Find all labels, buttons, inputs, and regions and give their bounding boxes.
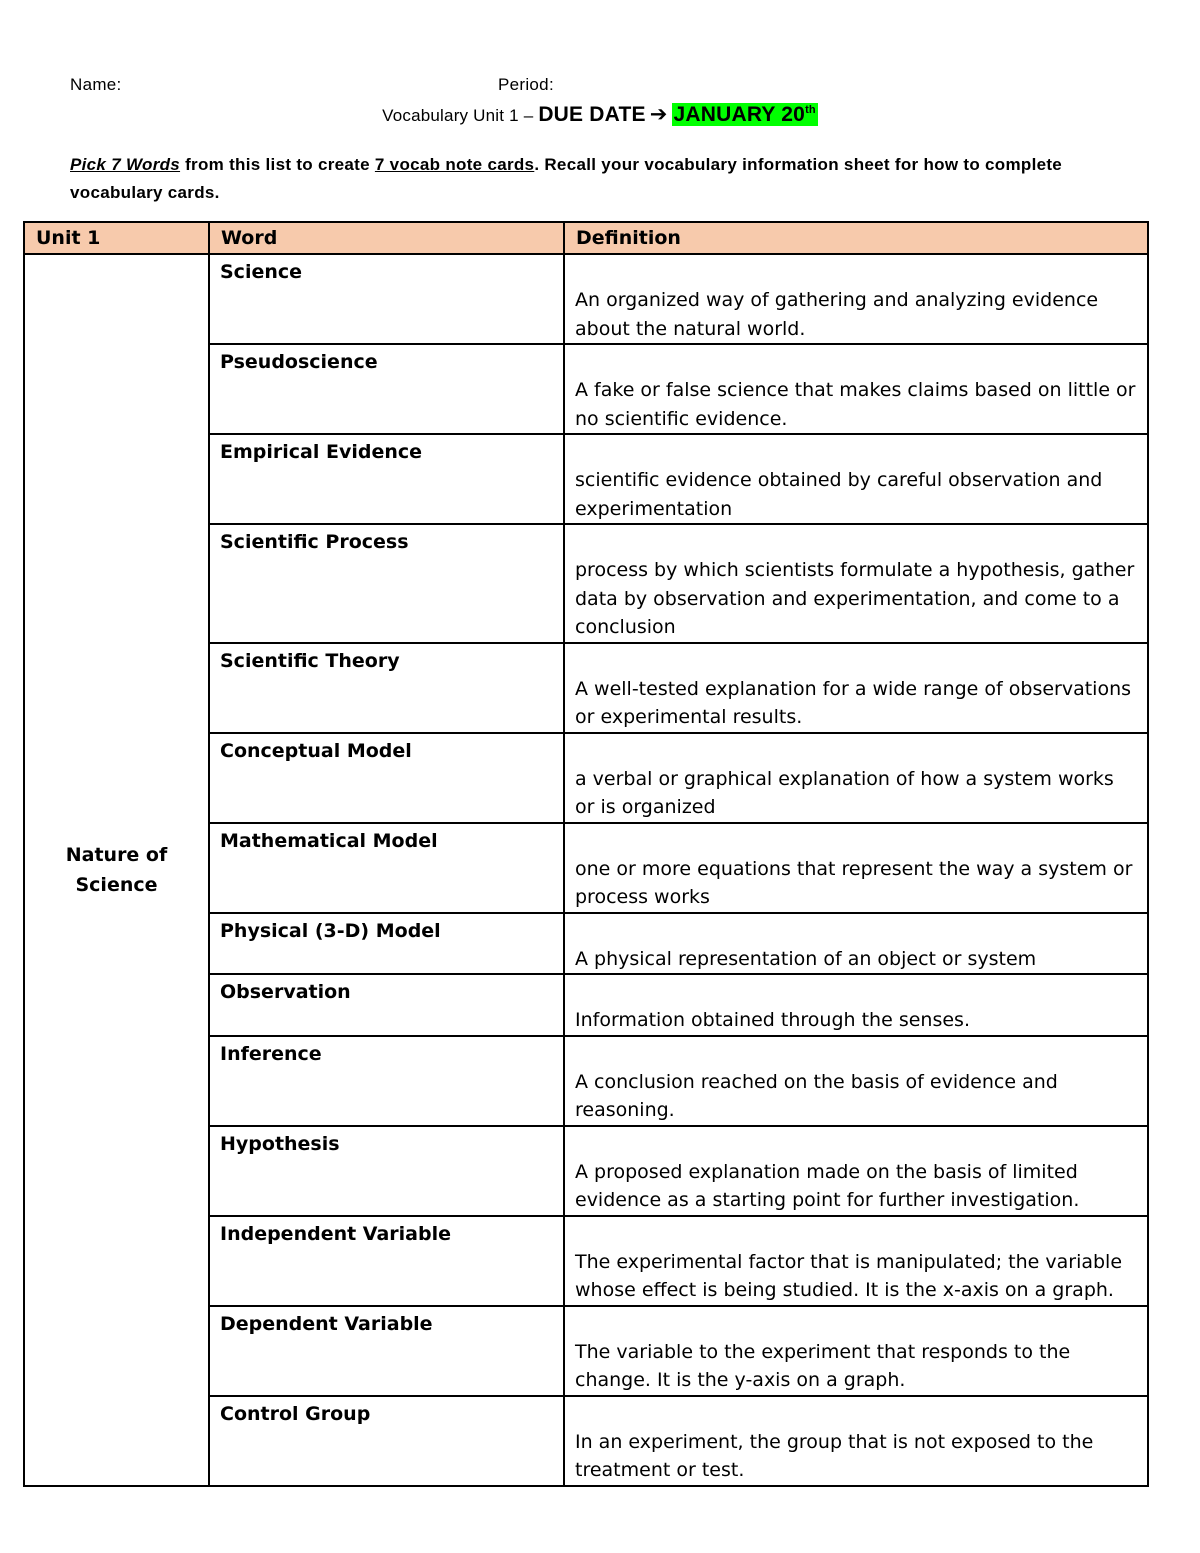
title-prefix: Vocabulary Unit 1 –: [382, 106, 534, 125]
definition-cell: The experimental factor that is manipulated; the variable whose effect is being studied. It is the x-axis on a graph.: [564, 1216, 1148, 1306]
definition-cell: process by which scientists formulate a hypothesis, gather data by observation and experimentation, and come to a conclusion: [564, 524, 1148, 643]
instructions-pick-words: Pick 7 Words: [70, 155, 181, 174]
word-cell: Control Group: [209, 1396, 564, 1486]
word-cell: Conceptual Model: [209, 733, 564, 823]
arrow-right-icon: ➔: [649, 103, 668, 126]
definition-cell: scientific evidence obtained by careful observation and experimentation: [564, 434, 1148, 524]
word-cell: Independent Variable: [209, 1216, 564, 1306]
definition-cell: a verbal or graphical explanation of how a system works or is organized: [564, 733, 1148, 823]
instructions-note-cards: 7 vocab note cards: [374, 155, 535, 174]
unit-label-line2: Science: [75, 873, 158, 896]
word-cell: Science: [209, 254, 564, 344]
definition-cell: A conclusion reached on the basis of evidence and reasoning.: [564, 1036, 1148, 1126]
word-cell: Mathematical Model: [209, 823, 564, 913]
unit-label-line1: Nature of: [65, 843, 168, 866]
definition-cell: The variable to the experiment that responds to the change. It is the y-axis on a graph.: [564, 1306, 1148, 1396]
word-cell: Scientific Theory: [209, 643, 564, 733]
definition-cell: In an experiment, the group that is not exposed to the treatment or test.: [564, 1396, 1148, 1486]
definition-cell: An organized way of gathering and analyzing evidence about the natural world.: [564, 254, 1148, 344]
word-cell: Pseudoscience: [209, 344, 564, 434]
deadline-suffix: th: [805, 104, 816, 116]
period-label: Period:: [498, 75, 554, 94]
deadline-highlight: [672, 103, 818, 126]
name-label: Name:: [70, 75, 122, 94]
word-cell: Empirical Evidence: [209, 434, 564, 524]
definition-cell: Information obtained through the senses.: [564, 974, 1148, 1036]
word-cell: Hypothesis: [209, 1126, 564, 1216]
unit-cell: [24, 254, 209, 1486]
word-cell: Physical (3-D) Model: [209, 913, 564, 975]
instructions: [70, 151, 1145, 207]
word-cell: Dependent Variable: [209, 1306, 564, 1396]
table-header-row: [24, 222, 1148, 254]
instructions-text-1: from this list to create: [180, 155, 375, 174]
definition-cell: A fake or false science that makes claims based on little or no scientific evidence.: [564, 344, 1148, 434]
definition-cell: A well-tested explanation for a wide range of observations or experimental results.: [564, 643, 1148, 733]
word-cell: Inference: [209, 1036, 564, 1126]
definition-cell: A proposed explanation made on the basis of limited evidence as a starting point for further investigation.: [564, 1126, 1148, 1216]
column-header-definition: Definition: [564, 222, 1148, 254]
word-cell: Scientific Process: [209, 524, 564, 643]
deadline-text: JANUARY 20: [673, 103, 806, 126]
instructions-text-2: . Recall your vocabulary information sheet for how to complete vocabulary cards.: [70, 155, 1063, 202]
word-cell: Observation: [209, 974, 564, 1036]
column-header-unit: Unit 1: [24, 222, 209, 254]
vocabulary-table: [23, 221, 1149, 1487]
column-header-word: Word: [209, 222, 564, 254]
definition-cell: A physical representation of an object or system: [564, 913, 1148, 975]
table-row: [24, 254, 1148, 344]
page-title: [0, 102, 1200, 127]
definition-cell: one or more equations that represent the way a system or process works: [564, 823, 1148, 913]
due-date-label: DUE DATE: [538, 103, 646, 126]
